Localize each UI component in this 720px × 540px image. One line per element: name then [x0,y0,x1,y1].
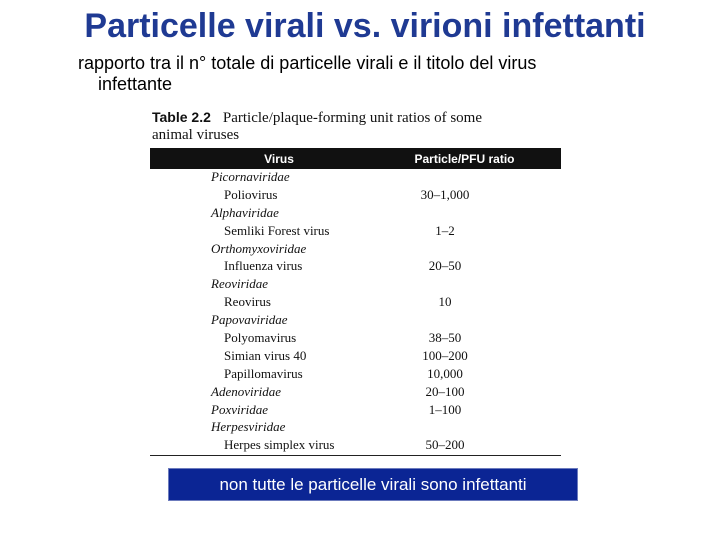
row-virus-name: Alphaviridae [211,204,279,220]
conclusion-banner: non tutte le particelle virali sono infettanti [168,468,578,501]
table-caption [152,109,562,144]
row-virus-name: Poxviridae [211,401,269,417]
row-virus-name: Orthomyxoviridae [211,240,307,256]
table-bottom-rule [150,455,561,456]
row-ratio: 10,000 [427,365,463,381]
row-ratio: 1–2 [435,222,455,238]
row-ratio: 20–50 [428,258,462,274]
row-virus-name: Herpes simplex virus [224,437,335,453]
table-body [150,168,561,454]
table-row [150,240,561,258]
row-virus-name: Simian virus 40 [224,347,307,363]
row-ratio: 50–200 [425,437,465,453]
row-virus-name: Poliovirus [224,186,278,202]
row-ratio: 100–200 [422,347,468,363]
table-row [150,383,561,401]
table-row [150,311,561,329]
table-row [150,418,561,436]
row-virus-name: Papovaviridae [211,312,288,328]
row-virus-name: Influenza virus [224,258,303,274]
table-row [150,293,561,311]
subtitle-line-1: rapporto tra il n° totale di particelle virali e il titolo del virus [78,53,537,73]
table-row [150,347,561,365]
table-row [150,204,561,222]
row-ratio: 30–1,000 [420,186,470,202]
row-virus-name: Semliki Forest virus [224,222,330,238]
table-row [150,436,561,454]
column-header-ratio: Particle/PFU ratio [414,151,515,166]
row-virus-name: Adenoviridae [211,383,282,399]
row-virus-name: Reoviridae [211,276,269,292]
row-ratio: 1–100 [428,401,462,417]
slide-title: Particelle virali vs. virioni infettanti [84,7,646,45]
table-row [150,168,561,186]
row-virus-name: Picornaviridae [211,169,290,184]
row-ratio: 38–50 [428,330,462,346]
row-virus-name: Herpesviridae [211,419,286,435]
table-caption-line-1: Particle/plaque-forming unit ratios of some [222,110,482,126]
table-row [150,275,561,293]
table-row [150,329,561,347]
table-caption-line-2: animal viruses [152,127,240,143]
row-ratio: 20–100 [425,383,465,399]
subtitle-line-2: infettante [98,74,173,94]
column-header-virus: Virus [264,151,294,166]
row-ratio: 10 [438,294,452,310]
table-row [150,257,561,275]
row-virus-name: Polyomavirus [224,330,297,346]
row-virus-name: Papillomavirus [224,365,303,381]
table-header [150,148,561,169]
table-row [150,365,561,383]
slide-subtitle [78,53,638,95]
table-row [150,186,561,204]
row-virus-name: Reovirus [224,294,271,310]
table-row [150,222,561,240]
table-row [150,401,561,419]
table-number: Table 2.2 [152,109,211,125]
